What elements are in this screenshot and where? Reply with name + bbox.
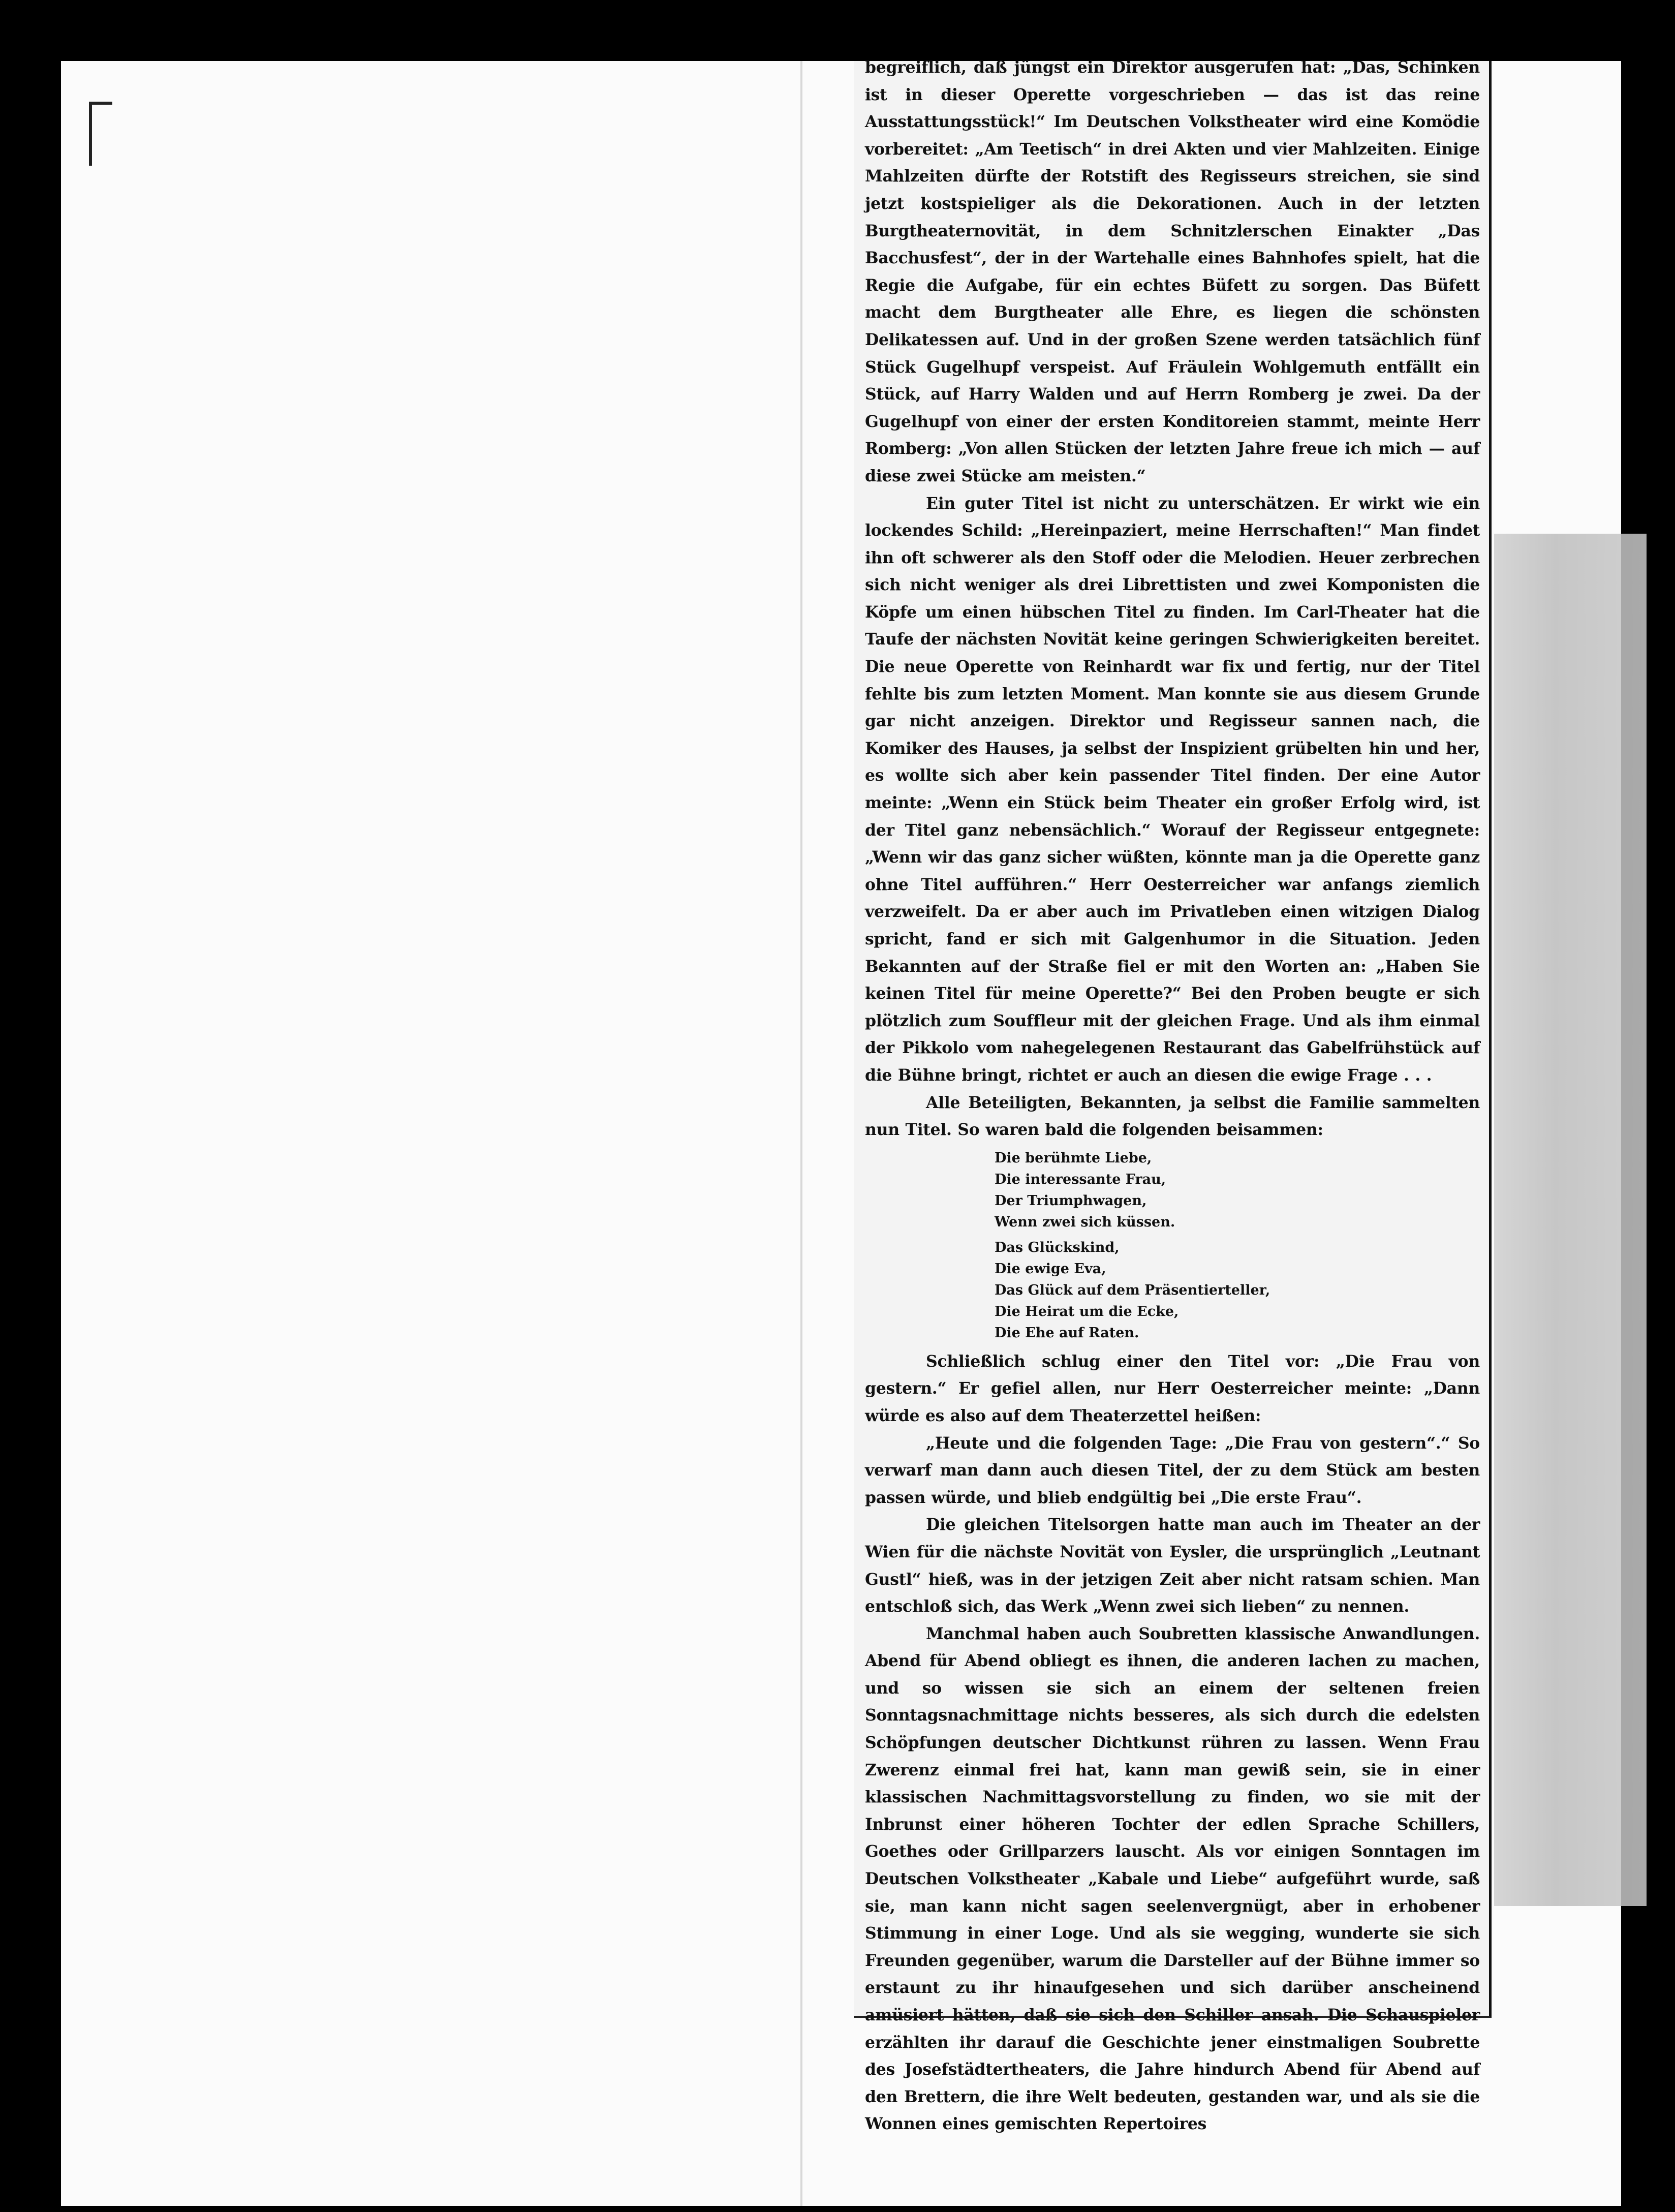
article-paragraph: begreiflich, daß jüngst ein Direktor ausgerufen hat: „Das, Schinken ist in dieser Operette vorgeschrieben — das ist das reine Ausstattungsstück!“ Im Deutschen Volkstheater wird eine Komödie vorbereitet: „Am Teetisch“ in drei Akten und vier Mahlzeiten. Einige Mahlzeiten dürfte der Rotstift des Regisseurs streichen, sie sind jetzt kostspieliger als die Dekorationen. Auch in der letzten Burgtheaternovität, in dem Schnitzlerschen Einakter „Das Bacchusfest“, der in der Wartehalle eines Bahnhofes spielt, hat die Regie die Aufgabe, für ein echtes Büfett zu sorgen. Das Büfett macht dem Burgtheater alle Ehre, es liegen die schönsten Delikatessen auf. Und in der großen Szene werden tatsächlich fünf Stück Gugelhupf verspeist. Auf Fräulein Wohlgemuth entfällt ein Stück, auf Harry Walden und auf Herrn Romberg je zwei. Da der Gugelhupf von einer der ersten Konditoreien stammt, meinte Herr Romberg: „Von allen Stücken der letzten Jahre freue ich mich — auf diese zwei Stücke am meisten.“ <box>865 58 1480 485</box>
title-list-item: Die interessante Frau, <box>995 1171 1166 1187</box>
title-list-item: Das Glück auf dem Präsentierteller, <box>995 1282 1270 1298</box>
title-list-item: Die Heirat um die Ecke, <box>995 1303 1179 1319</box>
article-paragraph: Alle Beteiligten, Bekannten, ja selbst die Familie sammelten nun Titel. So waren bald die folgenden beisammen: <box>865 1093 1480 1140</box>
title-list-item: Das Glückskind, <box>995 1239 1120 1255</box>
title-list-item: Die ewige Eva, <box>995 1261 1106 1277</box>
article-paragraph: Manchmal haben auch Soubretten klassische Anwandlungen. Abend für Abend obliegt es ihnen, die anderen lachen zu machen, und so wissen sie sich an einem der seltenen freien Sonntagsnachmittage nichts besseres, als sich durch die edelsten Schöpfungen deutscher Dichtkunst rühren zu lassen. Wenn Frau Zwerenz einmal frei hat, kann man gewiß sein, sie in einer klassischen Nachmittagsvorstellung zu finden, wo sie mit der Inbrunst einer höheren Tochter der edlen Sprache Schillers, Goethes oder Grillparzers lauscht. Als vor einigen Sonntagen im Deutschen Volkstheater „Kabale und Liebe“ aufgeführt wurde, saß sie, man kann nicht sagen seelenvergnügt, aber in erhobener Stimmung in einer Loge. Und als sie wegging, wunderte sie sich Freunden gegenüber, warum die Darsteller auf der Bühne immer so erstaunt zu ihr hinaufgesehen und sich darüber anscheinend amüsiert hätten, daß sie sich den Schiller ansah. Die Schauspieler erzählten ihr darauf die Geschichte jener einstmaligen Soubrette des Josefstädtertheaters, die Jahre hindurch Abend für Abend auf den Brettern, die ihre Welt bedeuten, gestanden war, und als sie die Wonnen eines gemischten Repertoires <box>865 1624 1480 2134</box>
article-paragraph: Die gleichen Titelsorgen hatte man auch im Theater an der Wien für die nächste Novität von Eysler, die ursprünglich „Leutnant Gustl“ hieß, was in der jetzigen Zeit aber nicht ratsam schien. Man entschloß sich, das Werk „Wenn zwei sich lieben“ zu nennen. <box>865 1515 1480 1616</box>
article-paragraph: Schließlich schlug einer den Titel vor: „Die Frau von gestern.“ Er gefiel allen, nur Herr Oesterreicher meinte: „Dann würde es also auf dem Theaterzettel heißen: <box>865 1351 1480 1425</box>
title-list <box>995 1148 1480 1344</box>
fold-line <box>800 61 802 2206</box>
title-list-item: Die Ehe auf Raten. <box>995 1325 1139 1341</box>
corner-mark <box>89 102 112 166</box>
newspaper-clipping <box>854 58 1492 2134</box>
title-list-item: Der Triumphwagen, <box>995 1192 1147 1209</box>
article-paragraph: „Heute und die folgenden Tage: „Die Frau von gestern“.“ So verwarf man dann auch diesen Titel, der zu dem Stück am besten passen würde, und blieb endgültig bei „Die erste Frau“. <box>865 1433 1480 1507</box>
title-list-item: Wenn zwei sich küssen. <box>995 1214 1175 1230</box>
article-paragraph: Ein guter Titel ist nicht zu unterschätzen. Er wirkt wie ein lockendes Schild: „Hereinpaziert, meine Herrschaften!“ Man findet ihn oft schwerer als den Stoff oder die Melodien. Heuer zerbrechen sich nicht weniger als drei Librettisten und zwei Komponisten die Köpfe um einen hübschen Titel zu finden. Im Carl-Theater hat die Taufe der nächsten Novität keine geringen Schwierigkeiten bereitet. Die neue Operette von Reinhardt war fix und fertig, nur der Titel fehlte bis zum letzten Moment. Man konnte sie aus diesem Grunde gar nicht anzeigen. Direktor und Regisseur sannen nach, die Komiker des Hauses, ja selbst der Inspizient grübelten hin und her, es wollte sich aber kein passender Titel finden. Der eine Autor meinte: „Wenn ein Stück beim Theater ein großer Erfolg wird, ist der Titel ganz nebensächlich.“ Worauf der Regisseur entgegnete: „Wenn wir das ganz sicher wüßten, könnte man ja die Operette ganz ohne Titel aufführen.“ Herr Oesterreicher war anfangs ziemlich verzweifelt. Da er aber auch im Privatleben einen witzigen Dialog spricht, fand er sich mit Galgenhumor in die Situation. Jeden Bekannten auf der Straße fiel er mit den Worten an: „Haben Sie keinen Titel für meine Operette?“ Bei den Proben beugte er sich plötzlich zum Souffleur mit der gleichen Frage. Und als ihm einmal der Pikkolo vom nahegelegenen Restaurant das Gabelfrühstück auf die Bühne bringt, richtet er auch an diesen die ewige Frage . . . <box>865 494 1480 1085</box>
background-shadow <box>1494 534 1647 1906</box>
title-list-item: Die berühmte Liebe, <box>995 1150 1152 1166</box>
